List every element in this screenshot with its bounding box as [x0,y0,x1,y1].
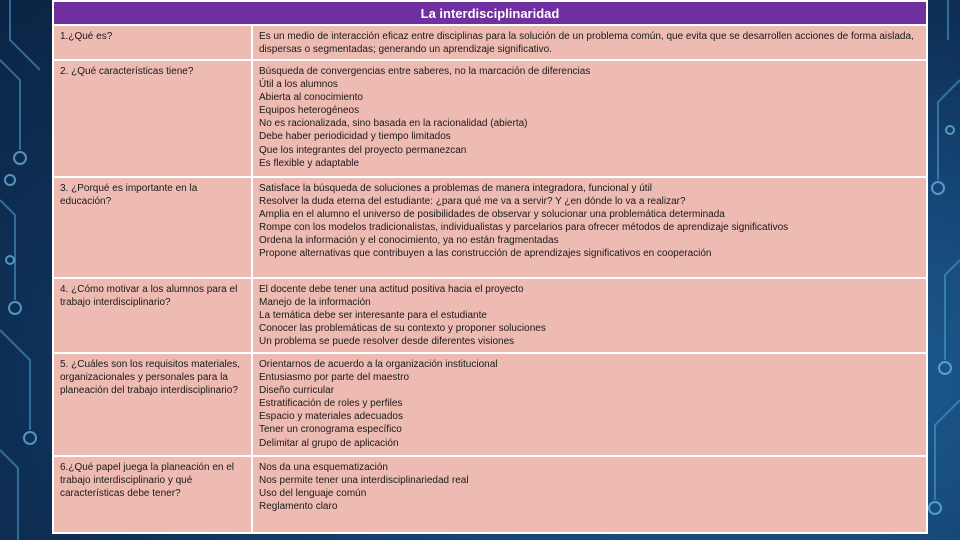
table-title: La interdisciplinaridad [54,2,926,24]
question-text: 2. ¿Qué características tiene? [60,66,194,77]
answer-cell: El docente debe tener una actitud positiva hacia el proyecto Manejo de la información La temática debe ser interesante para el estudiante Conocer las problemáticas de su contexto y proponer soluciones Un problema se puede resolver desde diferentes visiones [253,279,926,352]
question-cell [54,457,251,532]
question-text: 4. ¿Cómo motivar a los alumnos para el trabajo interdisciplinario? [60,284,238,309]
answer-cell: Nos da una esquematización Nos permite tener una interdisciplinariedad real Uso del lenguaje común Reglamento claro [253,457,926,532]
question-cell [54,354,251,455]
table-row [54,178,926,277]
question-cell [54,61,251,176]
question-cell [54,178,251,277]
question-text: 5. ¿Cuáles son los requisitos materiales, organizacionales y personales para la planeación del trabajo interdisciplinario? [60,359,241,397]
answer-cell: Orientarnos de acuerdo a la organización institucional Entusiasmo por parte del maestro Diseño curricular Estratificación de roles y perfiles Espacio y materiales adecuados Tener un cronograma específico Delimitar al grupo de aplicación [253,354,926,455]
question-text: 1.¿Qué es? [60,31,113,42]
question-text: 3. ¿Porqué es importante en la educación? [60,183,198,208]
question-cell [54,279,251,352]
question-cell [54,26,251,59]
answer-cell: Satisface la búsqueda de soluciones a problemas de manera integradora, funcional y útil Resolver la duda eterna del estudiante: ¿para qué me va a servir? Y ¿en dónde lo va a realizar? Amplia en el alumno el universo de posibilidades de observar y solucionar una problemática determinada Rompe con los modelos tradicionalistas, individualistas y parcelarios para ofrecer métodos de aprendizaje significativos Ordena la información y el conocimiento, ya no están fragmentadas Propone alternativas que contribuyen a las construcción de aprendizajes significativos en cooperación [253,178,926,277]
table-row [54,26,926,59]
table-row [54,279,926,352]
table-row [54,354,926,455]
answer-cell: Búsqueda de convergencias entre saberes, no la marcación de diferencias Útil a los alumnos Abierta al conocimiento Equipos heterogéneos No es racionalizada, sino basada en la racionalidad (abierta) Debe haber periodicidad y tiempo limitados Que los integrantes del proyecto permanezcan Es flexible y adaptable [253,61,926,176]
interdisciplinarity-table [52,0,928,534]
table-row [54,61,926,176]
question-text: 6.¿Qué papel juega la planeación en el trabajo interdisciplinario y qué características debe tener? [60,462,235,500]
table-row [54,457,926,532]
answer-cell: Es un medio de interacción eficaz entre disciplinas para la solución de un problema común, que evita que se desarrollen acciones de forma aislada, dispersas o segmentadas; generando un aprendizaje significativo. [253,26,926,59]
